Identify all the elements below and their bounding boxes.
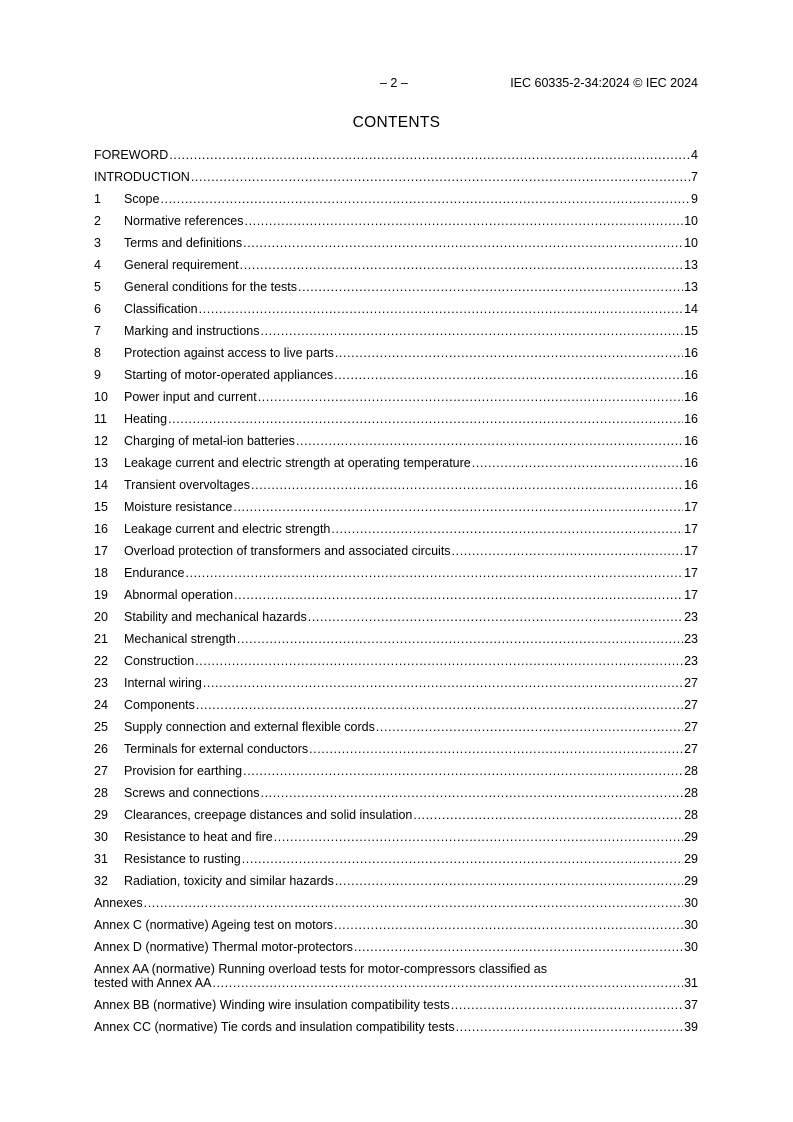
toc-entry — [94, 870, 698, 892]
toc-entry-title: Radiation, toxicity and similar hazards — [124, 874, 334, 888]
toc-entry-title: Provision for earthing — [124, 764, 243, 778]
toc-entry-title: Screws and connections — [124, 786, 260, 800]
toc-dot-leader — [354, 936, 683, 958]
toc-entry-title: Resistance to rusting — [124, 852, 241, 866]
toc-entry-page: 16 — [684, 434, 698, 448]
toc-dot-leader — [261, 782, 684, 804]
toc-entry-title: Scope — [124, 192, 160, 206]
toc-entry-title: Construction — [124, 654, 195, 668]
toc-entry-number: 17 — [94, 544, 108, 558]
toc-entry — [94, 848, 698, 870]
toc-entry-title: Resistance to heat and fire — [124, 830, 273, 844]
toc-dot-leader — [451, 994, 683, 1016]
toc-entry — [94, 452, 698, 474]
toc-entry — [94, 540, 698, 562]
toc-dot-leader — [274, 826, 683, 848]
toc-dot-leader — [334, 364, 683, 386]
toc-entry — [94, 364, 698, 386]
toc-entry-page: 31 — [684, 976, 698, 990]
toc-entry — [94, 562, 698, 584]
toc-entry — [94, 386, 698, 408]
toc-dot-leader — [296, 430, 683, 452]
toc-entry — [94, 144, 698, 166]
toc-entry-number: 1 — [94, 192, 101, 206]
document-reference: IEC 60335-2-34:2024 © IEC 2024 — [510, 76, 698, 90]
toc-dot-leader — [199, 298, 683, 320]
toc-entry-page: 10 — [684, 214, 698, 228]
toc-entry-page: 29 — [684, 852, 698, 866]
toc-entry-number: 8 — [94, 346, 101, 360]
toc-dot-leader — [258, 386, 683, 408]
toc-entry-page: 27 — [684, 742, 698, 756]
toc-entry-title: Annexes — [94, 896, 143, 910]
toc-entry-title: Heating — [124, 412, 168, 426]
toc-entry-title: FOREWORD — [94, 148, 169, 162]
toc-entry — [94, 826, 698, 848]
toc-entry-title: Terminals for external conductors — [124, 742, 309, 756]
toc-entry-page: 23 — [684, 632, 698, 646]
toc-entry-page: 17 — [684, 500, 698, 514]
toc-entry-number: 15 — [94, 500, 108, 514]
toc-entry-title: Starting of motor-operated appliances — [124, 368, 334, 382]
toc-dot-leader — [309, 738, 683, 760]
toc-entry-title: Mechanical strength — [124, 632, 236, 646]
toc-entry-page: 4 — [691, 148, 698, 162]
toc-entry-number: 25 — [94, 720, 108, 734]
toc-entry-number: 32 — [94, 874, 108, 888]
toc-entry-title: Normative references — [124, 214, 244, 228]
toc-dot-leader — [160, 188, 690, 210]
toc-entry — [94, 342, 698, 364]
toc-entry — [94, 188, 698, 210]
toc-entry-page: 27 — [684, 720, 698, 734]
toc-entry-title: Internal wiring — [124, 676, 202, 690]
toc-entry-title: Marking and instructions — [124, 324, 260, 338]
toc-entry-page: 27 — [684, 676, 698, 690]
toc-dot-leader — [452, 540, 684, 562]
toc-entry — [94, 1016, 698, 1038]
toc-dot-leader — [376, 716, 683, 738]
toc-dot-leader — [242, 848, 683, 870]
toc-entry-page: 28 — [684, 786, 698, 800]
toc-dot-leader — [185, 562, 683, 584]
toc-entry-continuation — [94, 976, 698, 994]
toc-entry — [94, 276, 698, 298]
toc-entry-page: 37 — [684, 998, 698, 1012]
toc-entry-number: 30 — [94, 830, 108, 844]
toc-entry-number: 12 — [94, 434, 108, 448]
toc-dot-leader — [472, 452, 683, 474]
toc-entry — [94, 320, 698, 342]
toc-entry-number: 2 — [94, 214, 101, 228]
toc-entry-title: Terms and definitions — [124, 236, 243, 250]
toc-entry — [94, 408, 698, 430]
toc-dot-leader — [144, 892, 683, 914]
toc-entry — [94, 760, 698, 782]
toc-entry-page: 16 — [684, 478, 698, 492]
toc-entry-page: 30 — [684, 940, 698, 954]
toc-dot-leader — [298, 276, 683, 298]
toc-entry-page: 29 — [684, 874, 698, 888]
toc-entry-number: 19 — [94, 588, 108, 602]
toc-dot-leader — [169, 144, 690, 166]
toc-dot-leader — [260, 320, 683, 342]
toc-entry — [94, 914, 698, 936]
toc-entry-title: Power input and current — [124, 390, 257, 404]
toc-dot-leader — [203, 672, 683, 694]
toc-dot-leader — [191, 166, 690, 188]
toc-entry-page: 16 — [684, 412, 698, 426]
toc-entry-page: 17 — [684, 522, 698, 536]
toc-entry — [94, 738, 698, 760]
toc-dot-leader — [237, 628, 683, 650]
toc-entry-number: 11 — [94, 412, 107, 426]
toc-entry — [94, 936, 698, 958]
toc-entry — [94, 232, 698, 254]
toc-entry-number: 26 — [94, 742, 108, 756]
toc-entry-title: Clearances, creepage distances and solid insulation — [124, 808, 413, 822]
toc-entry-number: 4 — [94, 258, 101, 272]
toc-entry-title: Annex C (normative) Ageing test on motors — [94, 918, 334, 932]
toc-entry-page: 17 — [684, 588, 698, 602]
toc-entry-title-continued: tested with Annex AA — [94, 976, 212, 990]
toc-entry-number: 24 — [94, 698, 108, 712]
toc-dot-leader — [234, 584, 683, 606]
toc-entry-page: 14 — [684, 302, 698, 316]
toc-dot-leader — [335, 870, 683, 892]
toc-entry — [94, 716, 698, 738]
toc-dot-leader — [413, 804, 683, 826]
toc-entry — [94, 606, 698, 628]
toc-entry-title: Stability and mechanical hazards — [124, 610, 307, 624]
toc-entry-page: 9 — [691, 192, 698, 206]
toc-entry-title: Moisture resistance — [124, 500, 233, 514]
toc-dot-leader — [308, 606, 683, 628]
toc-entry-number: 21 — [94, 632, 108, 646]
toc-entry-number: 28 — [94, 786, 108, 800]
toc-entry — [94, 994, 698, 1016]
toc-entry-title: Annex CC (normative) Tie cords and insulation compatibility tests — [94, 1020, 455, 1034]
toc-entry — [94, 782, 698, 804]
toc-entry-page: 16 — [684, 390, 698, 404]
toc-entry-number: 7 — [94, 324, 101, 338]
toc-entry-number: 29 — [94, 808, 108, 822]
toc-entry-title: Annex BB (normative) Winding wire insulation compatibility tests — [94, 998, 450, 1012]
toc-entry — [94, 628, 698, 650]
toc-dot-leader — [335, 342, 683, 364]
toc-entry — [94, 430, 698, 452]
toc-entry-title: General requirement — [124, 258, 239, 272]
toc-dot-leader — [168, 408, 683, 430]
toc-entry-title: INTRODUCTION — [94, 170, 190, 184]
toc-dot-leader — [212, 976, 683, 990]
toc-entry-number: 27 — [94, 764, 108, 778]
toc-entry-page: 28 — [684, 764, 698, 778]
toc-entry-number: 20 — [94, 610, 108, 624]
toc-dot-leader — [233, 496, 683, 518]
toc-entry-page: 23 — [684, 610, 698, 624]
toc-dot-leader — [195, 650, 683, 672]
toc-entry-page: 30 — [684, 896, 698, 910]
toc-entry-title: Supply connection and external flexible cords — [124, 720, 375, 734]
toc-entry — [94, 474, 698, 496]
toc-entry-title: Leakage current and electric strength — [124, 522, 331, 536]
toc-dot-leader — [243, 760, 683, 782]
toc-entry-page: 17 — [684, 566, 698, 580]
toc-entry-number: 10 — [94, 390, 108, 404]
toc-dot-leader — [331, 518, 683, 540]
toc-entry-title: Annex AA (normative) Running overload tests for motor-compressors classified as — [94, 962, 547, 976]
toc-dot-leader — [240, 254, 683, 276]
toc-entry — [94, 958, 698, 994]
toc-entry-title: Classification — [124, 302, 198, 316]
toc-dot-leader — [251, 474, 683, 496]
toc-entry-page: 28 — [684, 808, 698, 822]
toc-entry-page: 27 — [684, 698, 698, 712]
toc-entry — [94, 210, 698, 232]
toc-entry-title: General conditions for the tests — [124, 280, 298, 294]
toc-entry-title: Protection against access to live parts — [124, 346, 334, 360]
toc-dot-leader — [334, 914, 683, 936]
toc-dot-leader — [456, 1016, 684, 1038]
toc-entry-number: 13 — [94, 456, 108, 470]
toc-entry-title: Abnormal operation — [124, 588, 234, 602]
toc-entry-number: 14 — [94, 478, 108, 492]
toc-dot-leader — [196, 694, 683, 716]
toc-entry-page: 13 — [684, 258, 698, 272]
toc-entry-number: 31 — [94, 852, 108, 866]
toc-entry — [94, 254, 698, 276]
table-of-contents — [94, 144, 698, 1038]
toc-entry — [94, 496, 698, 518]
toc-entry — [94, 584, 698, 606]
toc-entry-number: 5 — [94, 280, 101, 294]
toc-entry-title: Transient overvoltages — [124, 478, 250, 492]
toc-entry-number: 22 — [94, 654, 108, 668]
toc-dot-leader — [245, 210, 684, 232]
toc-entry-page: 30 — [684, 918, 698, 932]
toc-entry-title: Endurance — [124, 566, 185, 580]
toc-entry-title: Annex D (normative) Thermal motor-protectors — [94, 940, 353, 954]
toc-entry-number: 16 — [94, 522, 108, 536]
contents-heading: CONTENTS — [352, 114, 441, 131]
toc-entry — [94, 804, 698, 826]
toc-entry-number: 9 — [94, 368, 101, 382]
toc-entry-page: 7 — [691, 170, 698, 184]
toc-entry-number: 6 — [94, 302, 101, 316]
toc-entry-page: 15 — [684, 324, 698, 338]
toc-entry-page: 17 — [684, 544, 698, 558]
toc-entry — [94, 518, 698, 540]
toc-entry — [94, 672, 698, 694]
toc-entry-page: 13 — [684, 280, 698, 294]
toc-entry-page: 29 — [684, 830, 698, 844]
toc-entry-number: 3 — [94, 236, 101, 250]
toc-entry — [94, 166, 698, 188]
toc-entry-page: 39 — [684, 1020, 698, 1034]
toc-entry-page: 23 — [684, 654, 698, 668]
toc-entry — [94, 298, 698, 320]
toc-entry-title: Leakage current and electric strength at operating temperature — [124, 456, 471, 470]
toc-entry-page: 16 — [684, 368, 698, 382]
toc-entry — [94, 650, 698, 672]
page-number: – 2 – — [380, 76, 408, 90]
toc-entry-page: 16 — [684, 346, 698, 360]
toc-entry-page: 16 — [684, 456, 698, 470]
toc-entry-title: Charging of metal-ion batteries — [124, 434, 295, 448]
toc-entry-number: 23 — [94, 676, 108, 690]
toc-dot-leader — [243, 232, 683, 254]
toc-entry-page: 10 — [684, 236, 698, 250]
toc-entry-title: Overload protection of transformers and associated circuits — [124, 544, 451, 558]
toc-entry-title: Components — [124, 698, 195, 712]
toc-entry — [94, 694, 698, 716]
toc-entry — [94, 892, 698, 914]
toc-entry-number: 18 — [94, 566, 108, 580]
